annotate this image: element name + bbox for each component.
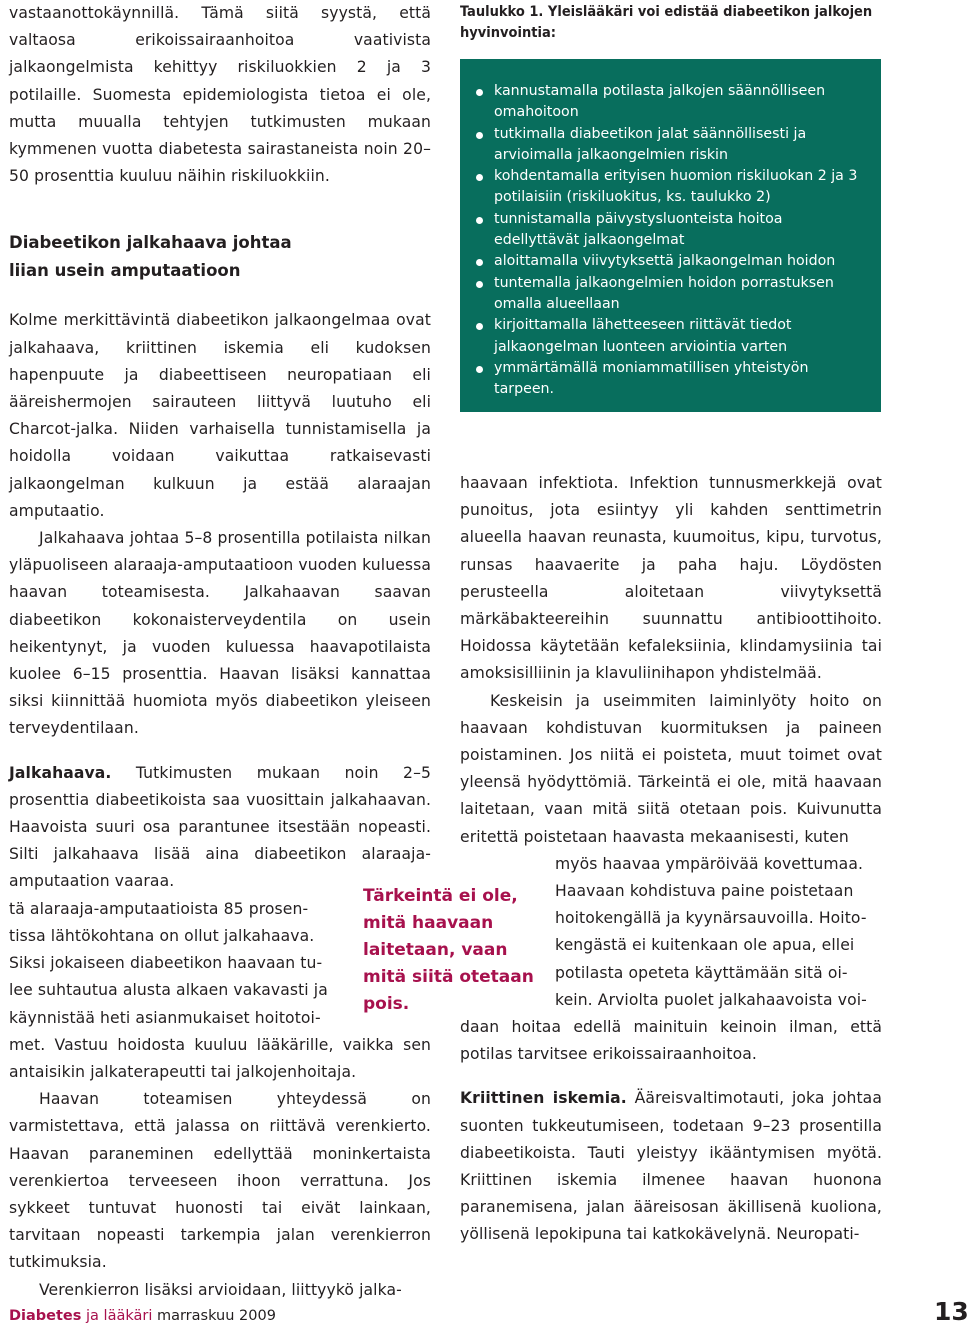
table-list-item: ymmärtämällä moniammatillisen yhteistyön tarpeen. <box>474 358 863 401</box>
intro-paragraph: vastaanottokäynnillä. Tämä siitä syystä, että valtaosa erikoissairaanhoitoa vaativista jalkaongelmista kehittyy riskiluokkien 2 ja 3 potilaille. Suomesta epidemiologista tietoa ei ole, mutta muualla tehtyjen tutkimusten mukaan kymmenen vuotta diabetesta sairastaneista noin 20–50 prosenttia kuuluu näihin riskiluokkiin. <box>9 4 431 186</box>
bullet-icon <box>476 366 483 373</box>
footer-brand: Diabetes <box>9 1308 82 1324</box>
table-list-item: tuntemalla jalkaongelmien hoidon porrastuksen omalla alueellaan <box>474 273 863 316</box>
section-heading-line2: liian usein amputaatioon <box>9 261 241 281</box>
wrap-line: Siksi jokaiseen diabeetikon haavaan tu- <box>9 954 323 973</box>
wrap-line: tissa lähtökohtana on ollut jalkahaava. <box>9 926 315 945</box>
paragraph-lead-kriittinen-iskemia: Kriittinen iskemia. <box>460 1089 627 1108</box>
footer-issue: marraskuu 2009 <box>156 1308 276 1324</box>
table-list-item: kohdentamalla erityisen huomion riskiluokan 2 ja 3 potilaisiin (riskiluokitus, ks. taulukko 2) <box>474 166 863 209</box>
footer-brand-suffix: ja lääkäri <box>86 1308 153 1324</box>
paragraph-lead-jalkahaava: Jalkahaava. <box>9 763 112 782</box>
bullet-icon <box>476 132 483 139</box>
wrapped-lines-left <box>9 896 349 1032</box>
page-number: 13 <box>934 1297 969 1326</box>
bullet-icon <box>476 89 483 96</box>
body-paragraph-3-continued: met. Vastuu hoidosta kuuluu lääkärille, vaikka sen antaisikin jalkaterapeutti tai jalkojenhoitaja. <box>9 1035 431 1081</box>
section-heading-line1: Diabeetikon jalkahaava johtaa <box>9 233 292 253</box>
right-paragraph-2: Keskeisin ja useimmiten laiminlyöty hoito on haavaan kohdistuvan kuormituksen ja paineen poistaminen. Jos niitä ei poisteta, muut toimet ovat yleensä hyödyttömiä. Tärkeintä ei ole, mitä haavaan laitetaan, vaan mitä siitä otetaan pois. Kuivunutta eritettä poistetaan haavasta mekaanisesti, kuten <box>460 691 882 846</box>
body-paragraph-4: Haavan toteamisen yhteydessä on varmistettava, että jalassa on riittävä verenkierto. Haavan paraneminen edellyttää moninkertaista verenkiertoa terveeseen ihoon verrattuna. Jos sykkeet tuntuvat huonosti tai eivät lainkaan, tarvitaan nopeasti tarkempia jalan verenkierron tutkimuksia. <box>9 1090 431 1272</box>
left-column <box>9 0 431 1304</box>
body-paragraph-3: Jalkahaava. Tutkimusten mukaan noin 2–5 prosenttia diabeetikoista saa vuosittain jalkahaavan. Haavoista suuri osa parantunee itsestään nopeasti. Silti jalkahaava lisää aina diabeetikon alaraaja-amputaation vaaraa. <box>9 763 431 891</box>
wrap-line: kein. Arviolta puolet jalkahaavoista voi- <box>555 990 867 1009</box>
wrap-line: potilasta opeteta käyttämään sitä oi- <box>555 963 848 982</box>
table-list-item: tunnistamalla päivystysluonteista hoitoa edellyttävät jalkaongelmat <box>474 209 863 252</box>
table-box <box>460 59 881 412</box>
body-paragraph-1: Kolme merkittävintä diabeetikon jalkaongelmaa ovat jalkahaava, kriittinen iskemia eli kudoksen hapenpuute ja diabeettiseen neuropatiaan eli ääreishermojen sairauteen liittyvä luutuho eli Charcot-jalka. Niiden varhaisella tunnistamisella ja hoidolla voidaan vaikuttaa ratkaisevasti jalkaongelman kulkuun ja estää alaraajan amputaatio. <box>9 311 431 520</box>
wrap-line: Haavaan kohdistuva paine poistetaan <box>555 882 854 901</box>
body-paragraph-5: Verenkierron lisäksi arvioidaan, liittyykö jalka- <box>39 1280 402 1299</box>
pullquote: Tärkeintä ei ole, mitä haavaan laitetaan, vaan mitä siitä otetaan pois. <box>363 886 534 1014</box>
table-list-item: kannustamalla potilasta jalkojen säännölliseen omahoitoon <box>474 81 863 124</box>
table-list <box>474 81 863 400</box>
footer <box>9 1308 276 1324</box>
wrap-line: tä alaraaja-amputaatioista 85 prosen- <box>9 899 309 918</box>
wrap-line: lee suhtautua alusta alkaen vakavasti ja <box>9 981 328 1000</box>
bullet-icon <box>476 281 483 288</box>
table-list-item: kirjoittamalla lähetteeseen riittävät tiedot jalkaongelman luonteen arviointia varten <box>474 315 863 358</box>
bullet-icon <box>476 174 483 181</box>
wrapped-lines-right <box>555 851 882 1014</box>
bullet-icon <box>476 259 483 266</box>
wrap-line: myös haavaa ympäröivää kovettumaa. <box>555 854 864 873</box>
right-paragraph-1: haavaan infektiota. Infektion tunnusmerkkejä ovat punoitus, jota esiintyy yli kahden senttimetrin alueella haavan reunasta, kuumoitus, kipu, turvotus, runsas haavaerite ja paha haju. Löydösten perusteella aloitetaan viivytyksettä märkäbakteereihin suunnattu antibioottihoito. Hoidossa käytetään kefaleksiinia, klindamysiinia tai amoksisilliinin ja klavuliinihapon yhdistelmää. <box>460 474 882 683</box>
right-column <box>460 470 882 1249</box>
wrap-line: käynnistää heti asianmukaiset hoitotoi- <box>9 1008 321 1027</box>
table-list-item: aloittamalla viivytyksettä jalkaongelman hoidon <box>474 251 863 272</box>
bullet-icon <box>476 323 483 330</box>
wrap-line: kengästä ei kuitenkaan ole apua, ellei <box>555 936 855 955</box>
wrap-line: hoitokengällä ja kyynärsauvoilla. Hoito- <box>555 909 867 928</box>
table-title: Taulukko 1. Yleislääkäri voi edistää diabeetikon jalkojen hyvinvointia: <box>460 4 873 41</box>
right-paragraph-2-continued: daan hoitaa edellä mainituin keinoin ilman, että potilas tarvitsee erikoissairaanhoitoa. <box>460 1018 882 1064</box>
table-list-item: tutkimalla diabeetikon jalat säännöllisesti ja arvioimalla jalkaongelmien riskin <box>474 124 863 167</box>
right-paragraph-3: Kriittinen iskemia. Ääreisvaltimotauti, joka johtaa suonten tukkeutumiseen, todetaan 9–23 prosentilla diabeetikoista. Tauti yleistyy ikääntymisen myötä. Kriittinen iskemia ilmenee haavan huonona paranemisena, jalan ääreisosan äkillisenä kuoliona, yöllisenä lepokipuna tai katkokävelynä. Neuropati- <box>460 1089 882 1244</box>
body-paragraph-2: Jalkahaava johtaa 5–8 prosentilla potilaista nilkan yläpuoliseen alaraaja-amputaatioon vuoden kuluessa haavan toteamisesta. Jalkahaavan saavan diabeetikon kokonaisterveydentila on usein heikentynyt, ja vuoden kuluessa haavapotilaista kuolee 6–15 prosenttia. Haavan lisäksi kannattaa siksi kiinnittää huomiota myös diabeetikon yleiseen terveydentilaan. <box>9 529 431 738</box>
bullet-icon <box>476 217 483 224</box>
